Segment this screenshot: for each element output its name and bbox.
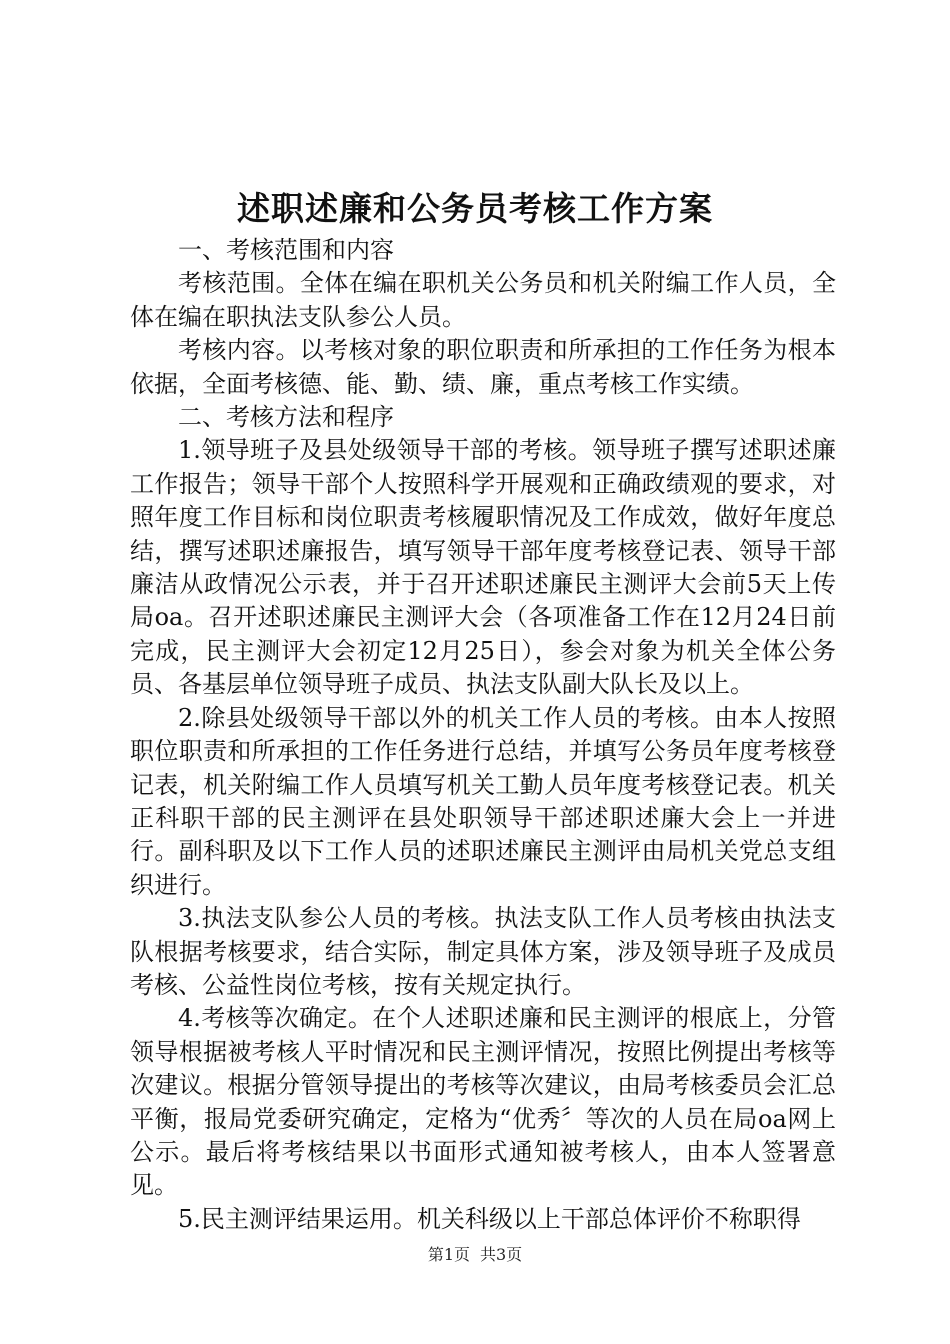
page-total: 共3页: [480, 1245, 523, 1264]
paragraph-item-4: 4.考核等次确定。在个人述职述廉和民主测评的根底上，分管领导根据被考核人平时情况和民主测评情况，按照比例提出考核等次建议。根据分管领导提出的考核等次建议，由局考核委员会汇总平衡，报局党委研究确定，定格为“优秀〞等次的人员在局oa网上公示。最后将考核结果以书面形式通知被考核人，由本人签署意见。: [130, 1004, 836, 1200]
document-title: 述职述廉和公务员考核工作方案: [237, 189, 713, 228]
page-number: 第1页: [427, 1245, 470, 1264]
paragraph-item-1: 1.领导班子及县处级领导干部的考核。领导班子撰写述职述廉工作报告；领导干部个人按照科学开展观和正确政绩观的要求，对照年度工作目标和岗位职责考核履职情况及工作成效，做好年度总结，撰写述职述廉报告，填写领导干部年度考核登记表、领导干部廉洁从政情况公示表，并于召开述职述廉民主测评大会前5天上传局oa。召开述职述廉民主测评大会（各项准备工作在12月24日前完成，民主测评大会初定12月25日），参会对象为机关全体公务员、各基层单位领导班子成员、执法支队副大队长及以上。: [130, 436, 836, 699]
page-footer: [0, 1244, 950, 1266]
section-heading-1: 一、考核范围和内容: [178, 236, 394, 264]
document-body: [130, 234, 836, 1236]
paragraph-content: 考核内容。以考核对象的职位职责和所承担的工作任务为根本依据，全面考核德、能、勤、绩、廉，重点考核工作实绩。: [130, 336, 836, 398]
paragraph-item-5: 5.民主测评结果运用。机关科级以上干部总体评价不称职得: [178, 1204, 801, 1233]
paragraph-item-3: 3.执法支队参公人员的考核。执法支队工作人员考核由执法支队根据考核要求，结合实际，制定具体方案，涉及领导班子及成员考核、公益性岗位考核，按有关规定执行。: [130, 904, 836, 999]
paragraph-item-2: 2.除县处级领导干部以外的机关工作人员的考核。由本人按照职位职责和所承担的工作任务进行总结，并填写公务员年度考核登记表，机关附编工作人员填写机关工勤人员年度考核登记表。机关正科职干部的民主测评在县处职领导干部述职述廉大会上一并进行。副科职及以下工作人员的述职述廉民主测评由局机关党总支组织进行。: [130, 703, 836, 899]
paragraph-scope: 考核范围。全体在编在职机关公务员和机关附编工作人员，全体在编在职执法支队参公人员。: [130, 269, 836, 331]
section-heading-2: 二、考核方法和程序: [178, 403, 394, 432]
